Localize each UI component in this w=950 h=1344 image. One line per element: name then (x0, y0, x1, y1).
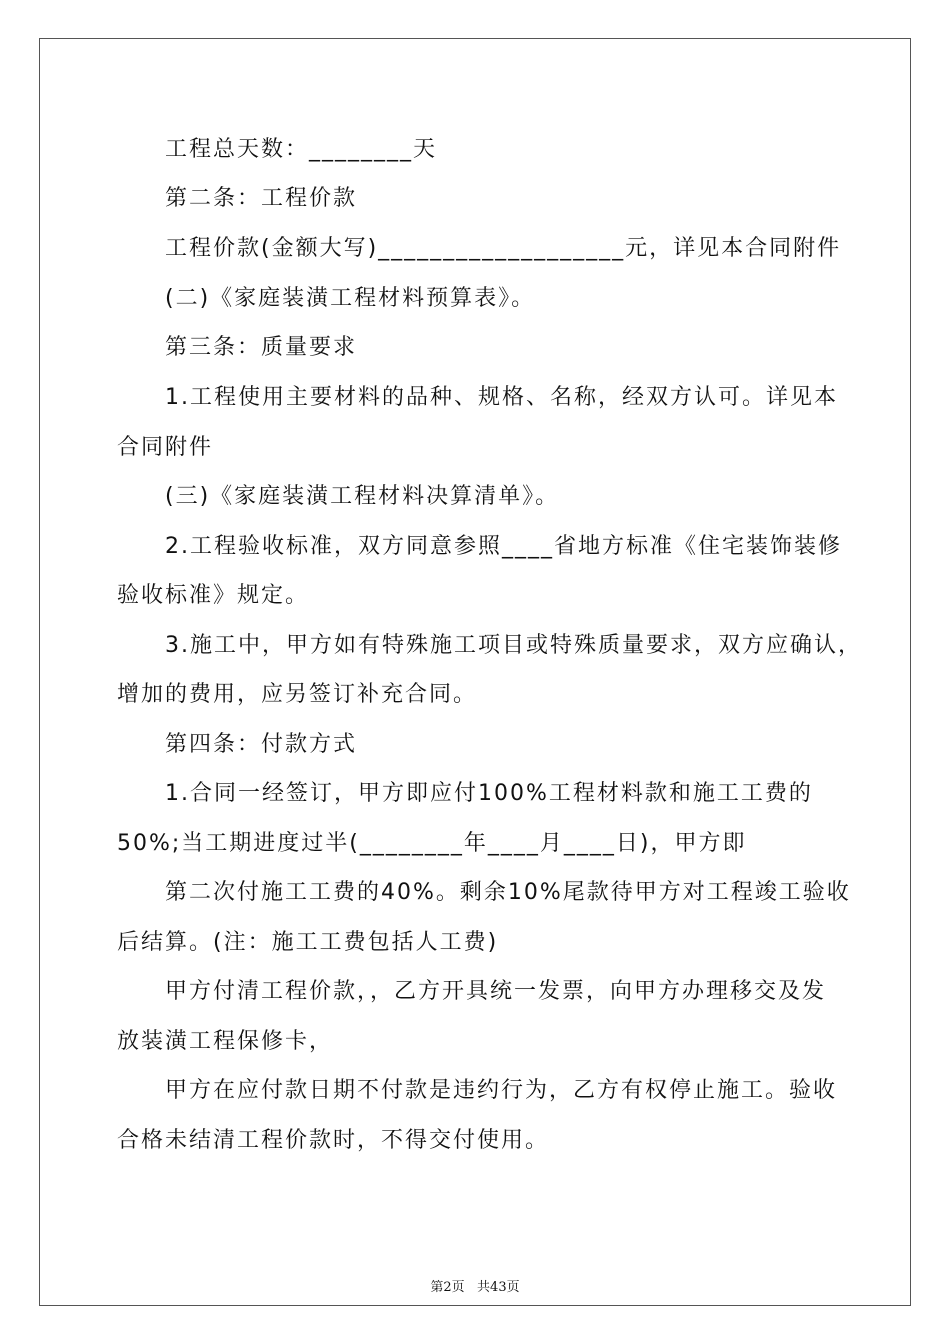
text-line-9: 2.工程验收标准，双方同意参照____省地方标准《住宅装饰装修 (165, 534, 842, 559)
page-border (39, 38, 911, 1306)
text-line-1: 工程总天数：________天 (165, 137, 438, 162)
text-line-2: 第二条：工程价款 (165, 186, 358, 211)
text-line-3: 工程价款(金额大写)___________________元，详见本合同附件 (165, 236, 842, 261)
text-line-14: 1.合同一经签订，甲方即应付100%工程材料款和施工工费的 (165, 781, 813, 806)
text-line-19: 放装潢工程保修卡， (117, 1029, 334, 1054)
text-line-11: 3.施工中，甲方如有特殊施工项目或特殊质量要求，双方应确认， (165, 633, 862, 658)
text-line-4: (二)《家庭装潢工程材料预算表》。 (165, 286, 536, 311)
text-line-12: 增加的费用，应另签订补充合同。 (117, 682, 478, 707)
text-line-16: 第二次付施工工费的40%。剩余10%尾款待甲方对工程竣工验收 (165, 880, 851, 905)
text-line-20: 甲方在应付款日期不付款是违约行为，乙方有权停止施工。验收 (165, 1078, 838, 1103)
text-line-7: 合同附件 (117, 435, 214, 460)
text-line-18: 甲方付清工程价款，，乙方开具统一发票，向甲方办理移交及发 (165, 979, 827, 1004)
text-line-5: 第三条：质量要求 (165, 335, 358, 360)
text-line-13: 第四条：付款方式 (165, 732, 358, 757)
page-number: 第2页 共43页 (430, 1280, 520, 1295)
text-line-21: 合格未结清工程价款时，不得交付使用。 (117, 1128, 550, 1153)
text-line-8: (三)《家庭装潢工程材料决算清单》。 (165, 484, 560, 509)
text-line-6: 1.工程使用主要材料的品种、规格、名称，经双方认可。详见本 (165, 385, 838, 410)
text-line-17: 后结算。(注：施工工费包括人工费) (117, 930, 499, 955)
text-line-15: 50%;当工期进度过半(________年____月____日)，甲方即 (117, 831, 747, 856)
text-line-10: 验收标准》规定。 (117, 583, 310, 608)
